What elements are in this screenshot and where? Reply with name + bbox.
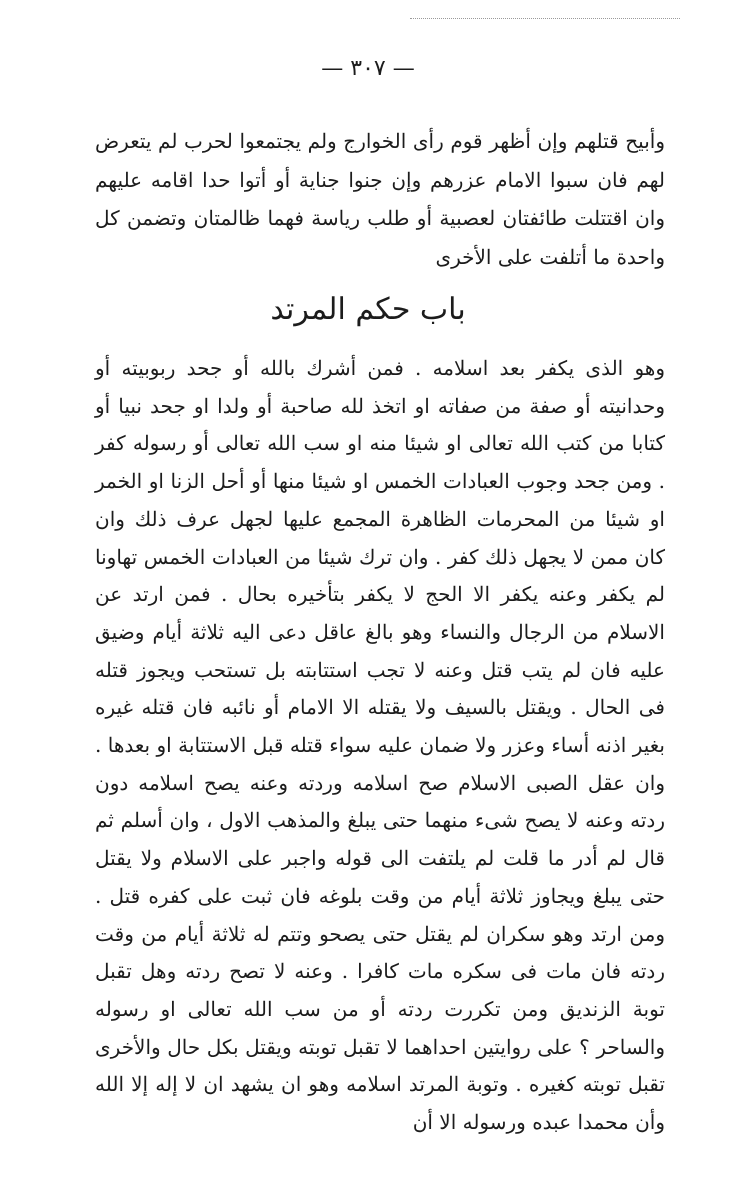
intro-text-block [95,122,665,276]
page-number: — ٣٠٧ — [321,56,415,81]
section-text-block [95,350,665,1142]
section-body-paragraph: وهو الذى يكفر بعد اسلامه . فمن أشرك بالله أو جحد ربوبيته أو وحدانيته أو صفة من صفاته او اتخذ لله صاحبة أو ولدا او جحد نبيا أو كتابا من كتب الله تعالى او شيئا منه او سب الله تعالى أو رسوله كفر . ومن جحد وجوب العبادات الخمس او شيئا منها أو أحل الزنا او الخمر او شيئا من المحرمات الظاهرة المجمع عليها لجهل عرف ذلك وان كان ممن لا يجهل ذلك كفر . وان ترك شيئا من العبادات الخمس تهاونا لم يكفر وعنه يكفر الا الحج لا يكفر بتأخيره بحال . فمن ارتد عن الاسلام من الرجال والنساء وهو بالغ عاقل دعى اليه ثلاثة أيام وضيق عليه فان لم يتب قتل وعنه لا تجب استتابته بل تستحب ويجوز قتله فى الحال . ويقتل بالسيف ولا يقتله الا الامام أو نائبه فان قتله غيره بغير اذنه أساء وعزر ولا ضمان عليه سواء قتله قبل الاستتابة او بعدها . وان عقل الصبى الاسلام صح اسلامه وردته وعنه يصح اسلامه دون ردته وعنه لا يصح شىء منهما حتى يبلغ والمذهب الاول ، وان أسلم ثم قال لم أدر ما قلت لم يلتفت الى قوله واجبر على الاسلام ولا يقتل حتى يبلغ ويجاوز ثلاثة أيام من وقت بلوغه فان ثبت على كفره قتل . ومن ارتد وهو سكران لم يقتل حتى يصحو وتتم له ثلاثة أيام من وقت ردته فان مات فى سكره مات كافرا . وعنه لا تصح ردته وهل تقبل توبة الزنديق ومن تكررت ردته أو من سب الله تعالى او رسوله والساحر ؟ على روايتين احداهما لا تقبل توبته ويقتل بكل حال والأخرى تقبل توبته كغيره . وتوبة المرتد اسلامه وهو ان يشهد ان لا إله إلا الله وأن محمدا عبده ورسوله الا أن [95,356,665,1135]
top-edge-rule [410,18,680,19]
section-heading: باب حكم المرتد [270,292,466,327]
intro-paragraph: وأبيح قتلهم وإن أظهر قوم رأى الخوارج ولم يجتمعوا لحرب لم يتعرض لهم فان سبوا الامام عزرهم وإن جنوا جناية أو أتوا حدا اقامه عليهم وان اقتتلت طائفتان لعصبية أو طلب رياسة فهما ظالمتان وتضمن كل واحدة ما أتلفت على الأخرى [95,129,665,269]
